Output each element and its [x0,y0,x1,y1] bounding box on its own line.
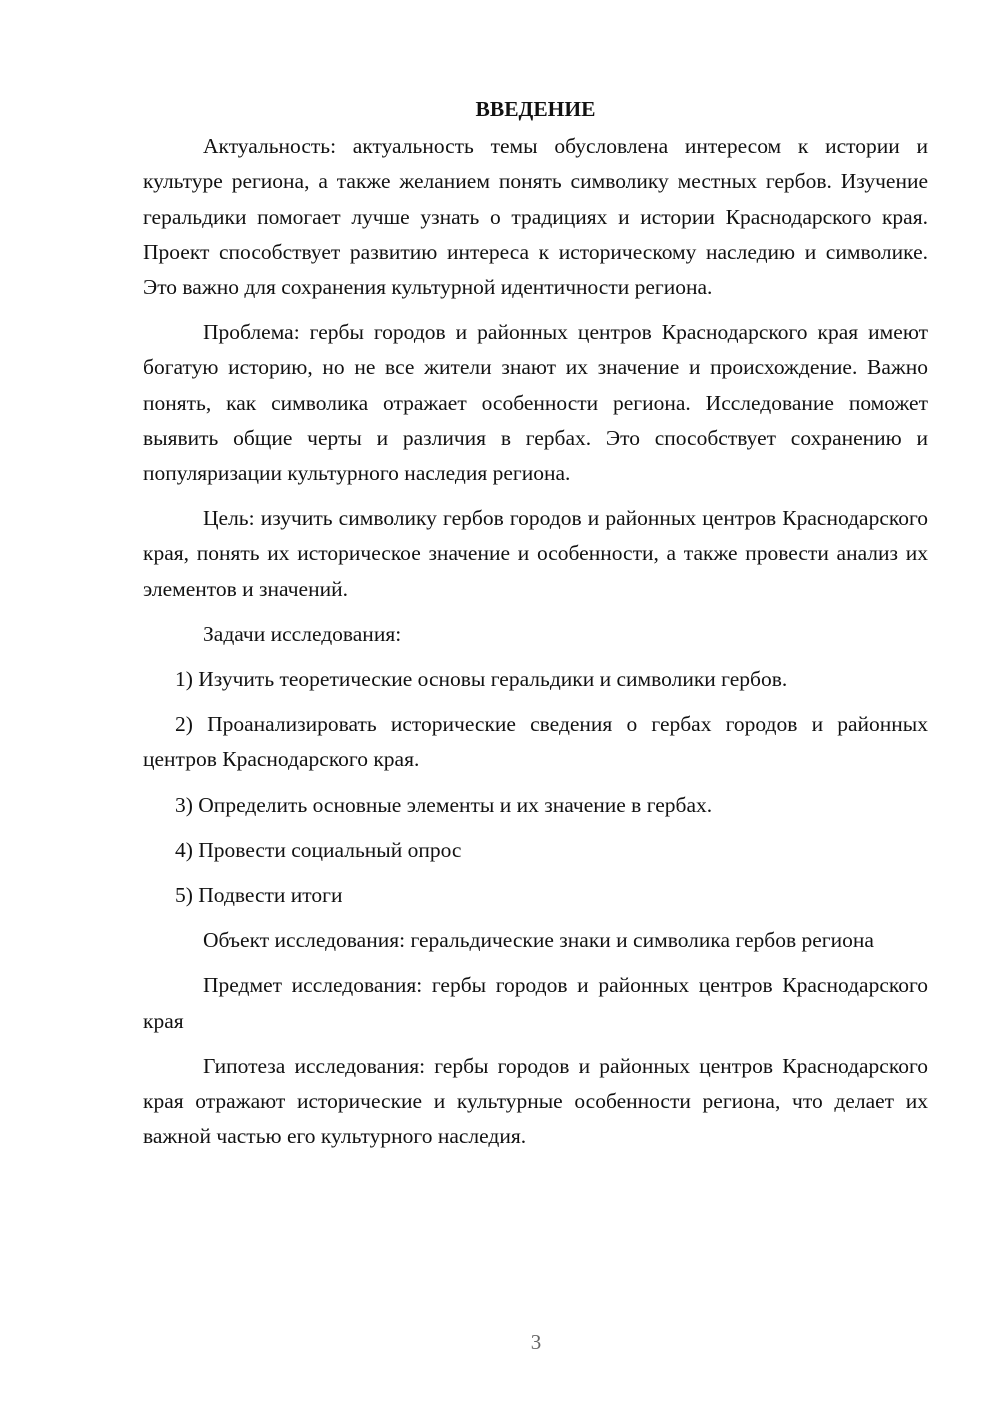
task-item-2: 2) Проанализировать исторические сведения о гербах городов и районных центров Краснодарского края. [143,712,928,772]
paragraph-hypothesis: Гипотеза исследования: гербы городов и районных центров Краснодарского края отражают исторические и культурные особенности региона, что делает их важной частью его культурного наследия. [143,1053,928,1149]
tasks-heading: Задачи исследования: [203,621,402,646]
task-item-1: 1) Изучить теоретические основы геральдики и символики гербов. [175,667,788,692]
page-title: ВВЕДЕНИЕ [475,97,596,121]
paragraph-subject: Предмет исследования: гербы городов и районных центров Краснодарского края [143,973,928,1033]
paragraph-goal: Цель: изучить символику гербов городов и районных центров Краснодарского края, понять их историческое значение и особенности, а также провести анализ их элементов и значений. [143,506,928,601]
page-number: 3 [530,1330,542,1354]
paragraph-object: Объект исследования: геральдические знаки и символика гербов региона [203,928,874,953]
task-item-3: 3) Определить основные элементы и их значение в гербах. [175,792,713,817]
paragraph-problem: Проблема: гербы городов и районных центров Краснодарского края имеют богатую историю, но не все жители знают их значение и происхождение. Важно понять, как символика отражает особенности региона. Исследование поможет выявить общие черты и различия в гербах. Это способствует сохранению и популяризации культурного наследия региона. [143,320,928,486]
task-item-4: 4) Провести социальный опрос [175,837,462,862]
task-item-5: 5) Подвести итоги [175,883,343,908]
paragraph-relevance: Актуальность: актуальность темы обусловлена интересом к истории и культуре региона, а также желанием понять символику местных гербов. Изучение геральдики помогает лучше узнать о традициях и истории Краснодарского края. Проект способствует развитию интереса к историческому наследию и символике. Это важно для сохранения культурной идентичности региона. [143,134,928,300]
page-content [143,92,928,1154]
